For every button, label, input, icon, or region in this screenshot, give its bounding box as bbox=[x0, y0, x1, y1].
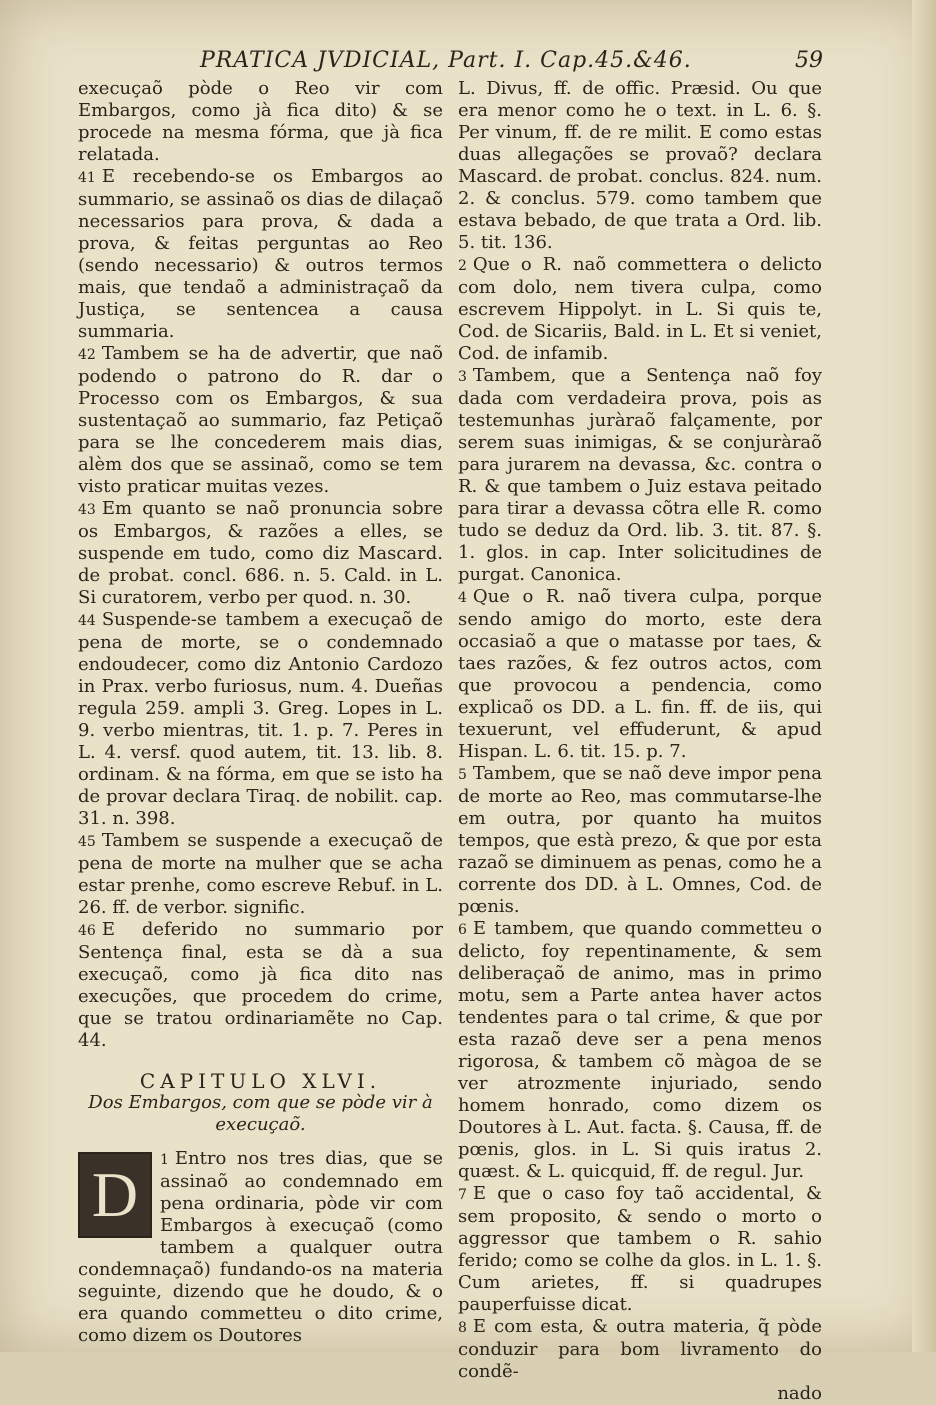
paragraph-text: Em quanto se naõ pronuncia sobre os Embargos, & razões a elles, se suspende em tudo, como diz Mascard. de probat. concl. 686. n. 5. Cald. in L. Si curatorem, verbo per quod. n. 30. bbox=[78, 498, 443, 608]
paragraph-number: 7 bbox=[458, 1187, 467, 1203]
paragraph-text: E com esta, & outra materia, q̃ pòde conduzir para bom livramento do condẽ- bbox=[458, 1316, 822, 1382]
chapter-subtitle: Dos Embargos, com que se pòde vir à execuçaõ. bbox=[88, 1092, 433, 1135]
chapter-paragraph-2 bbox=[458, 254, 822, 365]
paragraph-number: 3 bbox=[458, 369, 467, 385]
paragraph-42 bbox=[78, 343, 443, 498]
paragraph-number: 44 bbox=[78, 613, 96, 629]
chapter-paragraph-1 bbox=[78, 1148, 443, 1347]
paragraph-continued: L. Divus, ff. de offic. Præsid. Ou que era menor como he o text. in L. 6. §. Per vinum, ff. de re milit. E como estas duas allegações se provaõ? declara Mascard. de probat. conclus. 824. num. 2. & conclus. 579. como tambem que estava bebado, de que trata a Ord. lib. 5. tit. 136. bbox=[458, 78, 822, 253]
chapter-paragraph-4 bbox=[458, 586, 822, 763]
paragraph-number: 41 bbox=[78, 170, 96, 186]
paragraph-text: Suspende-se tambem a execuçaõ de pena de morte, se o condemnado endoudecer, como diz Antonio Cardozo in Prax. verbo furiosus, num. 4. Dueñas regula 259. ampli 3. Greg. Lopes in L. 9. verbo mientras, tit. 1. p. 7. Peres in L. 4. versf. quod autem, tit. 13. lib. 8. ordinam. & na fórma, em que se isto ha de provar declara Tiraq. de nobilit. cap. 31. n. 398. bbox=[78, 609, 443, 829]
paragraph-number: 6 bbox=[458, 922, 467, 938]
paragraph-text: Tambem, que se naõ deve impor pena de morte ao Reo, mas commutarse-lhe em outra, por quanto ha muitos tempos, que està prezo, & que por esta razaõ se diminuem as penas, como he a corrente dos DD. à L. Omnes, Cod. de pœnis. bbox=[458, 763, 822, 917]
paragraph-number: 4 bbox=[458, 590, 467, 606]
chapter-paragraph-5 bbox=[458, 763, 822, 918]
paragraph-41 bbox=[78, 166, 443, 343]
page-edge bbox=[912, 0, 936, 1352]
chapter-paragraph-7 bbox=[458, 1183, 822, 1316]
running-title: PRATICA JVDICIAL, Part. I. Cap.45.&46. bbox=[200, 48, 692, 73]
paragraph-46 bbox=[78, 919, 443, 1052]
paragraph-45 bbox=[78, 830, 443, 919]
paragraph-text: E deferido no summario por Sentença final, esta se dà a sua execuçaõ, como jà fica dito nas execuções, que procedem do crime, que se tratou ordinariamẽte no Cap. 44. bbox=[78, 919, 443, 1051]
decorated-initial: D bbox=[78, 1152, 152, 1238]
paragraph-text: Tambem, que a Sentença naõ foy dada com verdadeira prova, pois as testemunhas juràraõ falçamente, por serem suas inimigas, & se conjuràraõ para jurarem na devassa, &c. contra o R. & que tambem o Juiz estava peitado para tirar a devassa cõtra elle R. como tudo se deduz da Ord. lib. 3. tit. 87. §. 1. glos. in cap. Inter solicitudines de purgat. Canonica. bbox=[458, 365, 822, 585]
paragraph-number: 42 bbox=[78, 347, 96, 363]
chapter-title: CAPITULO XLVI. bbox=[139, 1069, 382, 1093]
chapter-paragraph-6 bbox=[458, 918, 822, 1183]
chapter-paragraph-3 bbox=[458, 365, 822, 586]
page-number: 59 bbox=[795, 48, 823, 73]
paragraph-number: 46 bbox=[78, 923, 96, 939]
paragraph-text: Entro nos tres dias, que se assinaõ ao condemnado em pena ordinaria, pòde vir com Embargos à execuçaõ (como tambem a qualquer outra condemnaçaõ) fundando-os na materia seguinte, dizendo que he doudo, & o era quando commetteu o dito crime, como dizem os Doutores bbox=[78, 1148, 443, 1346]
chapter-paragraph-8 bbox=[458, 1316, 822, 1383]
paragraph-number: 5 bbox=[458, 767, 467, 783]
paragraph-number: 2 bbox=[458, 258, 467, 274]
paragraph-text: E que o caso foy taõ accidental, & sem proposito, & sendo o morto o aggressor que tambem o R. sahio ferido; como se colhe da glos. in L. 1. §. Cum arietes, ff. si quadrupes pauperfuisse dicat. bbox=[458, 1183, 822, 1315]
paragraph-number: 8 bbox=[458, 1320, 467, 1336]
paragraph-44 bbox=[78, 609, 443, 830]
paragraph-number: 1 bbox=[160, 1152, 169, 1168]
catchword: nado bbox=[777, 1383, 822, 1404]
paragraph-continued: execuçaõ pòde o Reo vir com Embargos, como jà fica dito) & se procede na mesma fórma, que jà fica relatada. bbox=[78, 78, 443, 165]
right-column bbox=[458, 78, 822, 1405]
paragraph-text: Que o R. naõ commettera o delicto com dolo, nem tivera culpa, como escrevem Hippolyt. in L. Si quis te, Cod. de Sicariis, Bald. in L. Et si veniet, Cod. de infamib. bbox=[458, 254, 822, 364]
paragraph-number: 45 bbox=[78, 834, 96, 850]
left-column bbox=[78, 78, 443, 1347]
paragraph-number: 43 bbox=[78, 502, 96, 518]
paragraph-text: Que o R. naõ tivera culpa, porque sendo amigo do morto, este dera occasiaõ a que o matasse por taes, & taes razões, & fez outros actos, com que provocou a pendencia, como explicaõ os DD. a L. fin. ff. de iis, qui texuerunt, vel effuderunt, & apud Hispan. L. 6. tit. 15. p. 7. bbox=[458, 586, 822, 762]
paragraph-text: E tambem, que quando commetteu o delicto, foy repentinamente, & sem deliberaçaõ de animo, mas in primo motu, sem a Parte antea haver actos tendentes para o tal crime, & que por esta razaõ deve ser a pena menos rigorosa, & tambem cõ màgoa de se ver atrozmente injuriado, sendo homem honrado, como dizem os Doutores à L. Aut. facta. §. Causa, ff. de pœnis, glos. in L. Si quis iratus 2. quæst. & L. quicquid, ff. de regul. Jur. bbox=[458, 918, 822, 1182]
paragraph-43 bbox=[78, 498, 443, 609]
paragraph-text: E recebendo-se os Embargos ao summario, se assinaõ os dias de dilaçaõ necessarios para prova, & dada a prova, & feitas perguntas ao Reo (sendo necessario) & outros termos mais, que tendaõ a administraçaõ da Justiça, se sentencea a causa summaria. bbox=[78, 166, 443, 342]
paragraph-text: Tambem se ha de advertir, que naõ podendo o patrono do R. dar o Processo com os Embargos, & sua sustentaçaõ ao summario, faz Petiçaõ para se lhe concederem mais dias, alèm dos que se assinaõ, como se tem visto praticar muitas vezes. bbox=[78, 343, 443, 497]
paragraph-text: Tambem se suspende a execuçaõ de pena de morte na mulher que se acha estar prenhe, como escreve Rebuf. in L. 26. ff. de verbor. signific. bbox=[78, 830, 443, 918]
